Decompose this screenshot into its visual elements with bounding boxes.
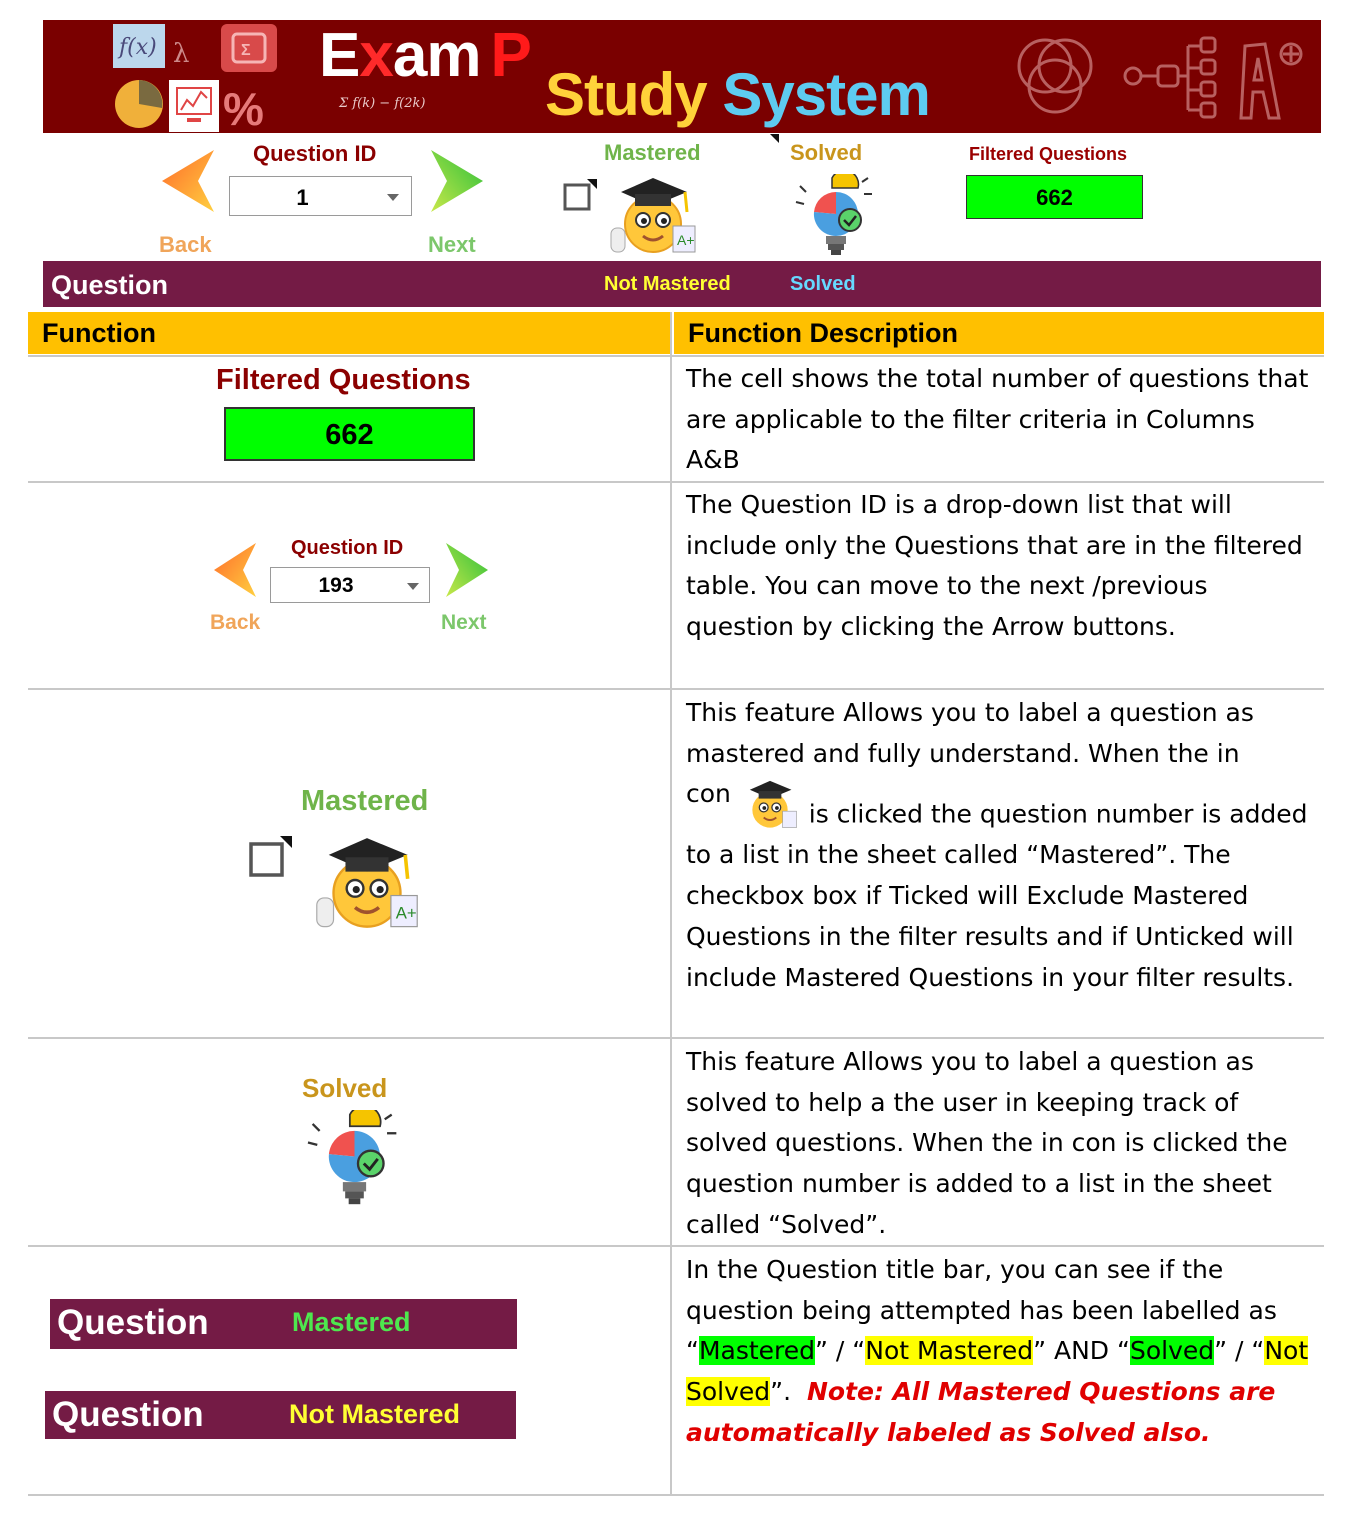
filtered-count-cell: 662 [966,175,1143,219]
percent-icon: % [223,83,264,133]
question-title: Question [52,1395,204,1434]
venn-icon [1019,40,1091,112]
svg-text:λ: λ [173,39,190,69]
solved-label: Solved [302,1073,388,1103]
svg-text:A+: A+ [395,903,417,923]
formula-text: Σ f(k) − f(2k) [339,96,426,111]
next-label[interactable]: Next [428,232,476,257]
not-mastered-highlight: Not Mastered [865,1336,1034,1366]
table-header-description: Function Description [674,312,1324,354]
question-id-dropdown[interactable] [229,176,412,216]
brand-exam-p: Exam P [319,21,531,90]
not-solved-highlight: Not Solved [686,1336,1309,1407]
row-divider [28,481,1324,483]
mastered-status: Not Mastered [604,273,731,295]
title-banner [43,20,1321,133]
row-description: The cell shows the total number of questions that are applicable to the filter criteria in Columns A&B [686,364,1309,475]
row-description: In the Question title bar, you can see if the question being attempted has been labelled as “Mastered” / “Not Mastered” AND “Solved” / “Not Solved”. Note: All Mastered Questions are automatically labeled as Solved also. [686,1255,1309,1447]
question-id-value: 1 [296,185,309,210]
solved-status: Solved [790,273,856,295]
row-description: This feature Allows you to label a question as solved to help a the user in keeping track of solved questions. When the in con is clicked the question number is added to a list in the sheet called “Solved”. [686,1047,1288,1239]
question-title: Question [57,1303,209,1342]
banner-deco-icons [973,26,1313,126]
next-arrow-icon[interactable] [429,148,485,214]
next-arrow-icon[interactable] [444,541,490,599]
graduate-emoji-icon [741,775,799,831]
back-arrow-icon[interactable] [160,148,216,214]
question-title-bar [43,261,1321,307]
banner-math-icons [113,20,283,133]
back-label[interactable]: Back [159,232,212,257]
chevron-down-icon [387,194,399,201]
back-label[interactable]: Back [210,611,261,634]
table-header-function: Function [28,312,670,354]
svg-text:f(x): f(x) [119,35,157,60]
selection-marker [770,134,779,143]
question-id-value: 193 [318,574,354,597]
svg-text:Σ: Σ [241,42,251,59]
row-description: This feature Allows you to label a question as mastered and fully understand. When the in con is clicked the question number is added to a list in the sheet called “Mastered”. The checkbox box if Ticked will Exclude Mastered Questions in the filter results and if Unticked will include Mastered Questions in your filter results. [686,698,1308,992]
graduate-emoji-icon[interactable] [607,170,699,256]
question-title-bar-not-mastered [45,1391,516,1439]
mastered-checkbox[interactable] [248,834,294,880]
next-label[interactable]: Next [441,611,487,634]
solved-label: Solved [790,140,863,165]
mastered-status: Mastered [292,1307,411,1337]
chevron-down-icon [407,583,419,590]
back-arrow-icon[interactable] [212,541,258,599]
mastered-label: Mastered [301,785,429,817]
mastered-checkbox[interactable] [563,177,599,213]
row-divider [28,1037,1324,1039]
note-text: Note: All Mastered Questions are automatically labeled as Solved also. [686,1377,1276,1447]
question-id-dropdown[interactable] [270,567,430,603]
row-divider [28,355,1324,357]
row-description: The Question ID is a drop-down list that will include only the Questions that are in the filtered table. You can move to the next /previous question by clicking the Arrow buttons. [686,490,1303,642]
row-divider [28,1494,1324,1496]
not-mastered-status: Not Mastered [289,1399,461,1429]
solved-highlight: Solved [1129,1336,1215,1366]
flowchart-icon [1125,38,1215,117]
mastered-highlight: Mastered [698,1336,816,1366]
filtered-count-cell: 662 [224,407,475,461]
question-title: Question [51,270,169,300]
row-divider [28,688,1324,690]
graduate-emoji-icon[interactable] [312,828,422,932]
question-id-label: Question ID [253,141,377,166]
mastered-label: Mastered [604,140,701,165]
sigma-square-icon [221,24,277,72]
math-function-icon [113,24,165,68]
grade-a-plus-icon [1241,44,1301,118]
solved-bulb-icon[interactable] [303,1110,399,1210]
question-title-bar-mastered [50,1299,517,1349]
filtered-questions-label: Filtered Questions [216,364,471,396]
brand-study-system: Study System [545,61,930,128]
chart-icon [115,80,219,132]
column-divider [670,312,672,1496]
svg-text:A+: A+ [677,232,695,248]
filtered-questions-label: Filtered Questions [969,144,1128,164]
question-id-label: Question ID [291,537,404,559]
solved-bulb-icon[interactable] [792,174,874,260]
